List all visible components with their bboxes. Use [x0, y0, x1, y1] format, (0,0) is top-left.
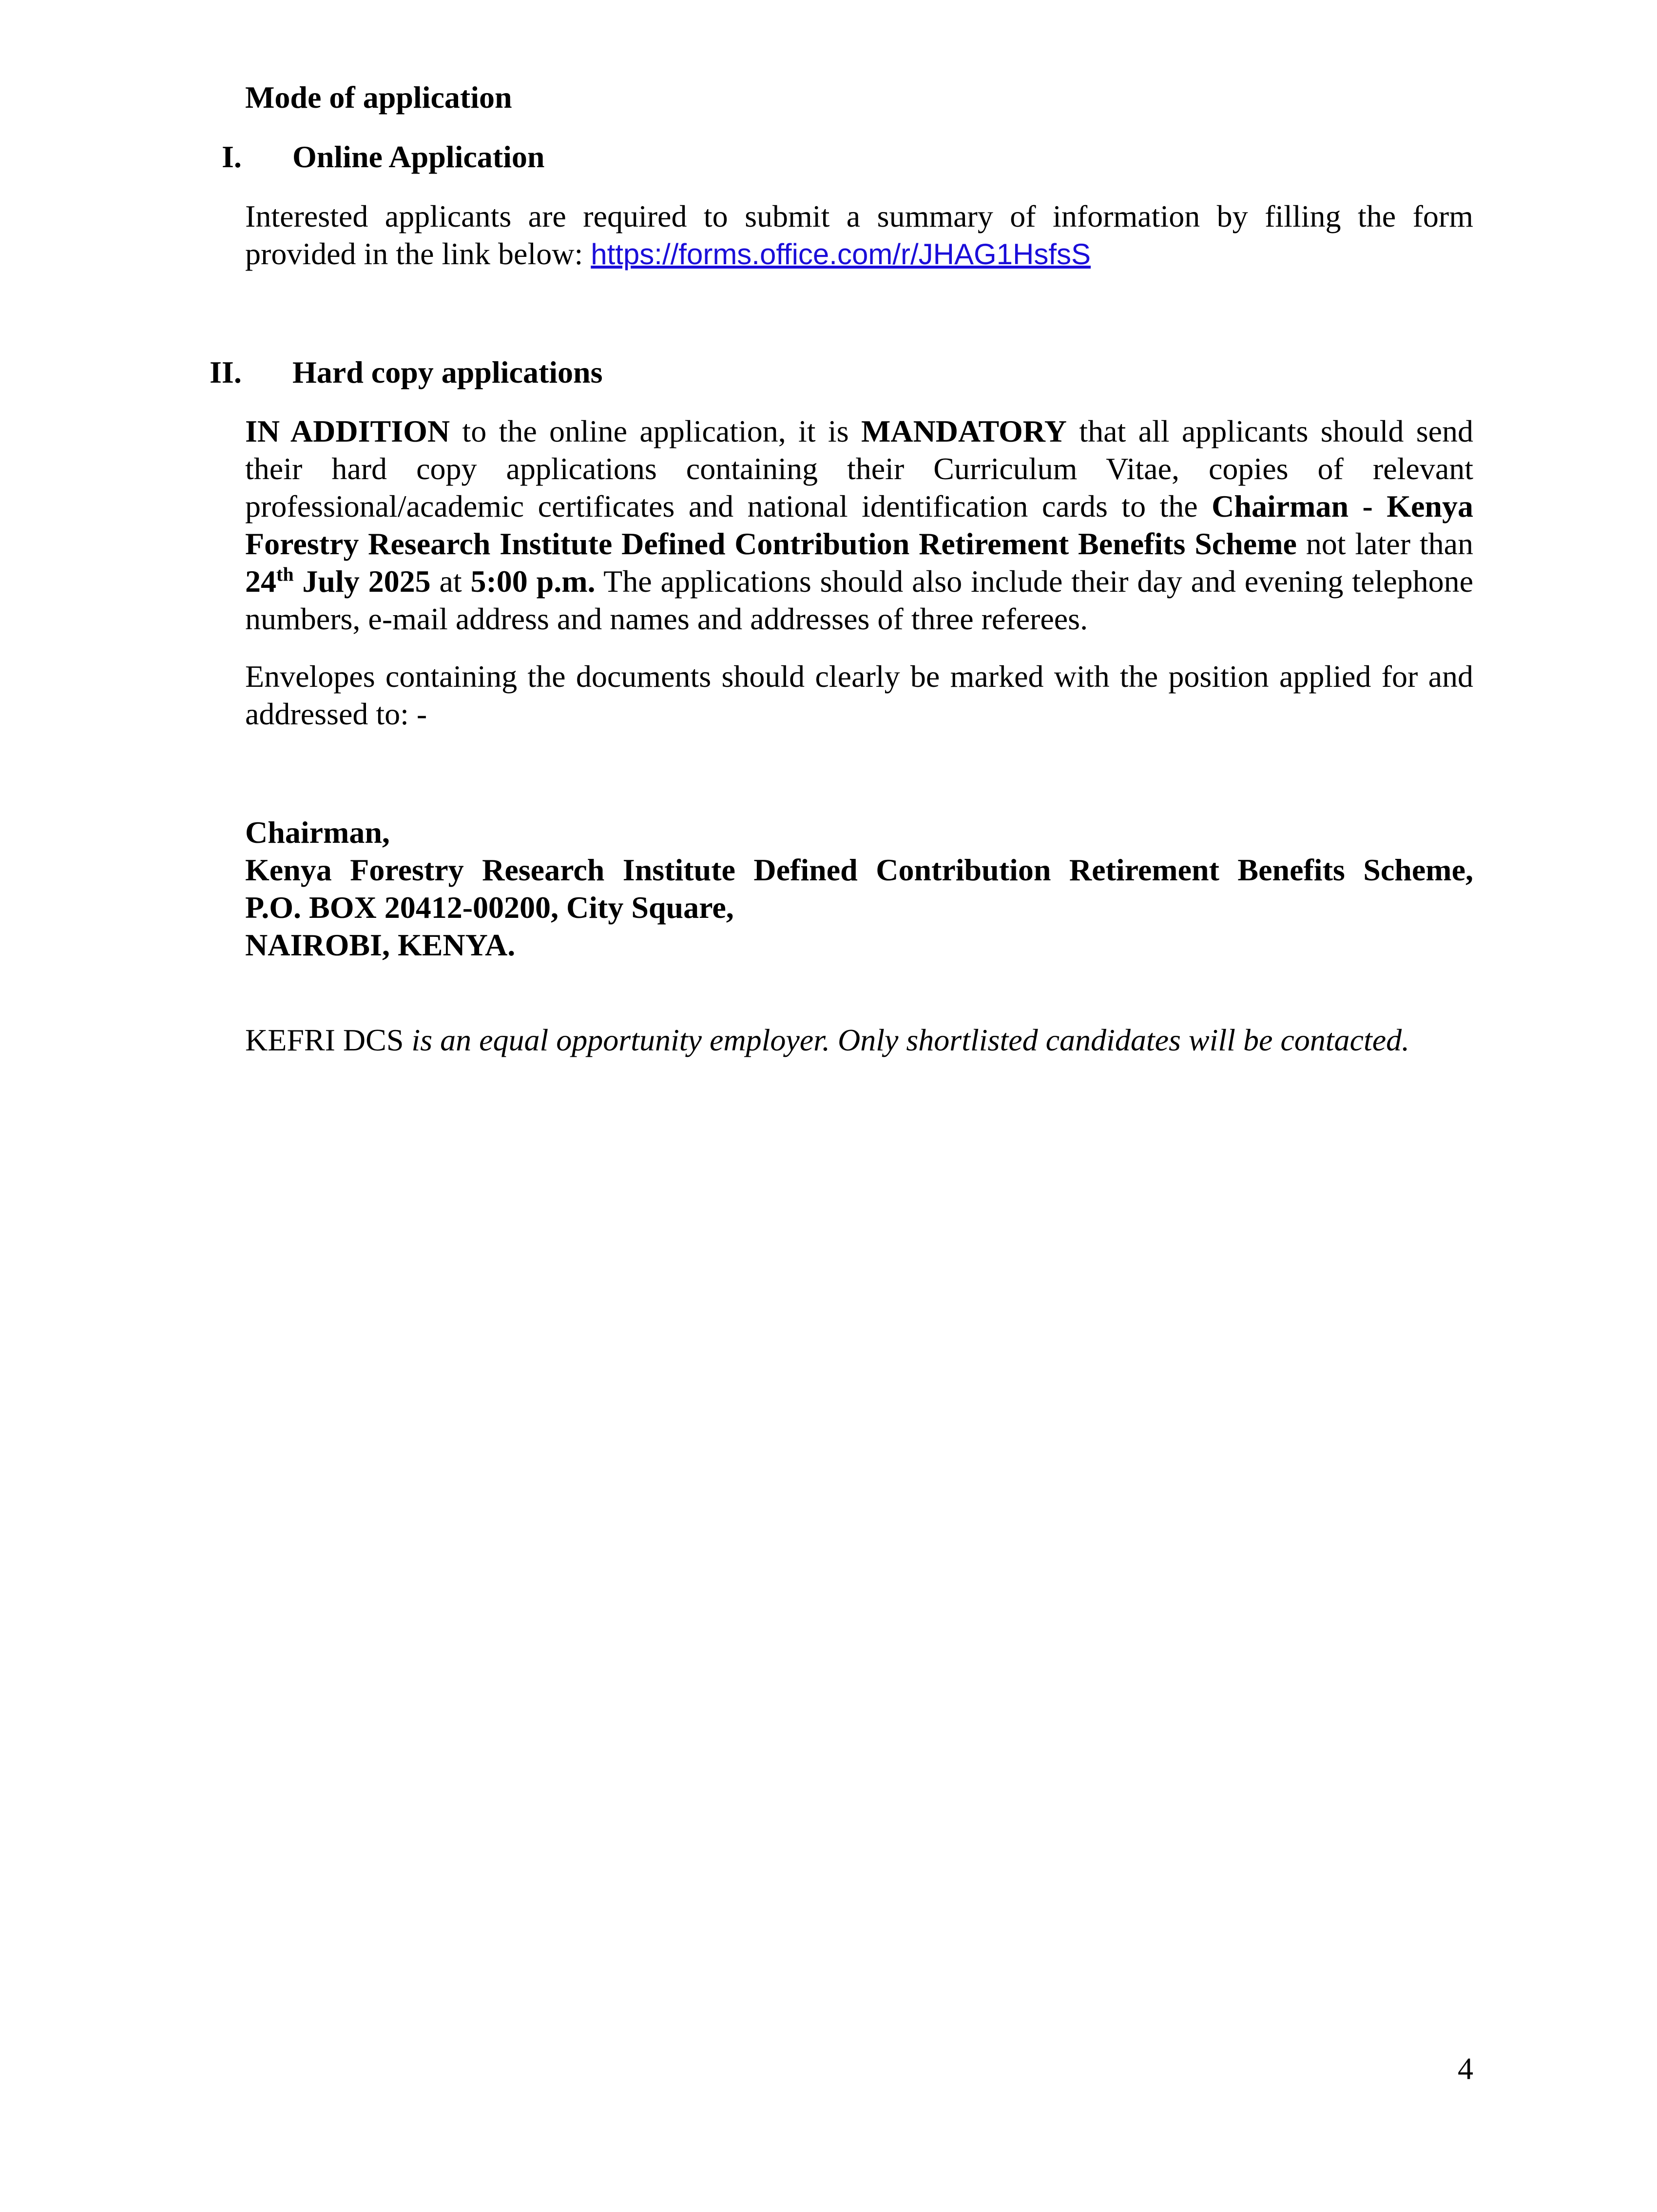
address-line-chairman: Chairman, [245, 815, 390, 850]
in-addition-emphasis: IN ADDITION [245, 414, 450, 448]
address-line-city: NAIROBI, KENYA. [245, 928, 516, 962]
page-number: 4 [1458, 2051, 1473, 2086]
mandatory-emphasis: MANDATORY [861, 414, 1067, 448]
online-application-heading: Online Application [292, 139, 545, 174]
application-form-link[interactable]: https://forms.office.com/r/JHAG1HsfsS [591, 238, 1091, 271]
equal-opportunity-statement [245, 1021, 1473, 1059]
online-application-text: Interested applicants are required to submit a summary of information by filling the form provided in the link below: [245, 199, 1473, 271]
address-line-po-box: P.O. BOX 20412-00200, City Square, [245, 890, 734, 925]
address-block [245, 814, 1473, 964]
deadline-month-year: July 2025 [293, 564, 431, 599]
hard-copy-text-4: at [430, 564, 471, 599]
deadline-day-suffix: th [276, 563, 294, 585]
address-line-organization: Kenya Forestry Research Institute Defined Contribution Retirement Benefits Scheme, [245, 853, 1473, 887]
deadline-date [245, 564, 431, 599]
hard-copy-paragraph [245, 412, 1473, 638]
envelope-instructions-paragraph: Envelopes containing the documents should clearly be marked with the position applied for and addressed to: - [245, 659, 1473, 731]
online-application-paragraph [245, 197, 1473, 273]
hard-copy-applications-heading: Hard copy applications [292, 355, 603, 389]
hard-copy-text-2: that all applicants should send their hard copy applications containing their Curriculum Vitae, copies of relevant professional/academic certificates and national identification cards to the [245, 414, 1474, 524]
hard-copy-text-1: to the online application, it is [450, 414, 861, 448]
mode-of-application-heading: Mode of application [245, 80, 512, 115]
hard-copy-text-3: not later than [1296, 526, 1474, 561]
hard-copy-text-5: The applications should also include their day and evening telephone numbers, e-mail address and names and addresses of three referees. [245, 564, 1473, 636]
section-numeral-online: I. [222, 139, 242, 174]
deadline-day: 24 [245, 564, 276, 599]
section-numeral-hardcopy: II. [210, 355, 242, 389]
employer-name: KEFRI DCS [245, 1023, 404, 1057]
deadline-time: 5:00 p.m. [470, 564, 596, 599]
chairman-reference: Chairman - Kenya Forestry Research Institute Defined Contribution Retirement Benefits Scheme [245, 489, 1474, 561]
equal-opportunity-text: is an equal opportunity employer. Only shortlisted candidates will be contacted. [404, 1023, 1410, 1057]
